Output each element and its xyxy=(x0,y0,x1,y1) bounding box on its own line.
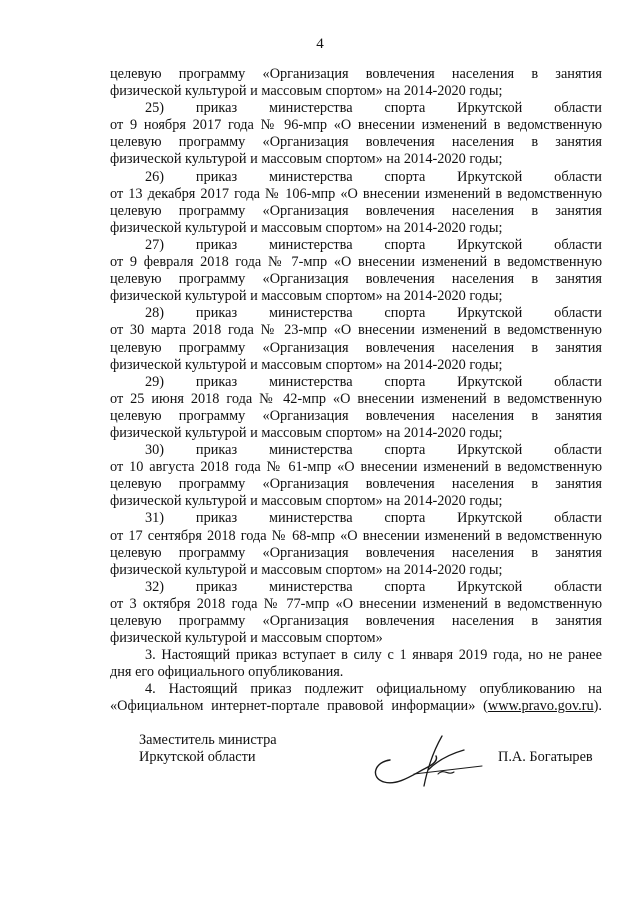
order-line: целевую программу «Организация вовлечения населения в занятия xyxy=(110,476,602,493)
clause-4-text: «Официальном интернет-портале правовой информации» ( xyxy=(110,698,488,715)
order-line: физической культурой и массовым спортом» на 2014-2020 годы; xyxy=(110,288,503,305)
order-heading-word: Иркутской xyxy=(457,236,523,253)
order-line: целевую программу «Организация вовлечения населения в занятия xyxy=(110,613,602,629)
order-line: целевую программу «Организация вовлечения населения в занятия xyxy=(110,339,602,356)
order-line: от 30 марта 2018 года № 23-мпр «О внесении изменений в ведомственную xyxy=(110,322,602,339)
clause-4-end: ). xyxy=(593,698,602,715)
order-line: от 9 ноября 2017 года № 96-мпр «О внесении изменений в ведомственную xyxy=(110,117,602,134)
order-heading-word: приказ xyxy=(195,236,238,253)
order-heading-word: министерства xyxy=(268,578,353,595)
signer-region-line: Иркутской области xyxy=(139,749,256,765)
order-line: физической культурой и массовым спортом» на 2014-2020 годы; xyxy=(110,219,503,236)
signature-position xyxy=(139,732,277,766)
order-heading-word: министерства xyxy=(268,442,353,459)
order-item xyxy=(110,305,602,373)
order-heading-word: министерства xyxy=(268,168,353,185)
order-number: 27) xyxy=(145,236,165,253)
signer-position-line: Заместитель министра xyxy=(139,732,277,748)
clause-4-line: 4. Настоящий приказ подлежит официальному опубликованию на xyxy=(145,681,602,698)
order-heading-word: спорта xyxy=(384,168,426,185)
order-heading-word: области xyxy=(554,578,602,595)
order-number: 29) xyxy=(145,373,165,390)
signer-name: П.А. Богатырев xyxy=(498,749,593,765)
order-heading-word: приказ xyxy=(195,305,238,322)
order-heading-word: области xyxy=(554,236,602,253)
order-heading-word: спорта xyxy=(384,305,426,322)
order-line: целевую программу «Организация вовлечения населения в занятия xyxy=(110,271,602,288)
order-number: 30) xyxy=(145,442,165,459)
order-heading-word: спорта xyxy=(384,442,426,459)
order-line: целевую программу «Организация вовлечения населения в занятия xyxy=(110,407,602,424)
order-item xyxy=(110,579,602,647)
order-item-heading xyxy=(110,169,602,186)
order-item xyxy=(110,442,602,510)
order-item-heading xyxy=(110,579,602,596)
order-heading-word: приказ xyxy=(195,373,238,390)
order-heading-word: министерства xyxy=(268,373,353,390)
intro-line: целевую программу «Организация вовлечения населения в занятия xyxy=(110,66,602,82)
order-item-heading xyxy=(110,374,602,391)
order-line: целевую программу «Организация вовлечения населения в занятия xyxy=(110,134,602,151)
handwritten-signature xyxy=(368,730,488,792)
order-heading-word: Иркутской xyxy=(457,305,523,322)
order-heading-word: Иркутской xyxy=(457,442,523,459)
order-heading-word: области xyxy=(554,373,602,390)
order-heading-word: приказ xyxy=(195,100,238,117)
order-heading-word: спорта xyxy=(384,510,426,527)
order-line: физической культурой и массовым спортом» xyxy=(110,630,383,647)
order-heading-word: министерства xyxy=(268,100,353,117)
clause-4 xyxy=(110,681,602,715)
order-heading-word: спорта xyxy=(384,578,426,595)
order-heading-word: спорта xyxy=(384,100,426,117)
order-number: 32) xyxy=(145,578,165,595)
order-heading-word: области xyxy=(554,510,602,527)
order-heading-word: приказ xyxy=(195,168,238,185)
order-line: от 17 сентября 2018 года № 68-мпр «О внесении изменений в ведомственную xyxy=(110,527,602,544)
document-body xyxy=(110,66,602,716)
order-heading-word: области xyxy=(554,442,602,459)
order-line: физической культурой и массовым спортом» на 2014-2020 годы; xyxy=(110,561,503,578)
order-heading-word: Иркутской xyxy=(457,373,523,390)
order-line: физической культурой и массовым спортом» на 2014-2020 годы; xyxy=(110,151,503,168)
order-line: от 13 декабря 2017 года № 106-мпр «О внесении изменений в ведомственную xyxy=(110,185,602,202)
order-heading-word: министерства xyxy=(268,305,353,322)
order-item xyxy=(110,100,602,168)
order-heading-word: спорта xyxy=(384,373,426,390)
order-line: целевую программу «Организация вовлечения населения в занятия xyxy=(110,544,602,561)
order-item xyxy=(110,169,602,237)
order-heading-word: приказ xyxy=(195,510,238,527)
order-item-heading xyxy=(110,442,602,459)
order-item-heading xyxy=(110,237,602,254)
order-number: 31) xyxy=(145,510,165,527)
order-item-heading xyxy=(110,100,602,117)
order-line: от 10 августа 2018 года № 61-мпр «О внесении изменений в ведомственную xyxy=(110,459,602,476)
order-line: от 25 июня 2018 года № 42-мпр «О внесении изменений в ведомственную xyxy=(110,390,602,407)
order-list xyxy=(110,100,602,647)
order-heading-word: министерства xyxy=(268,236,353,253)
order-line: физической культурой и массовым спортом» на 2014-2020 годы; xyxy=(110,356,503,373)
clause-3-line: 3. Настоящий приказ вступает в силу с 1 января 2019 года, но не ранее xyxy=(145,647,602,664)
order-heading-word: области xyxy=(554,168,602,185)
intro-line: физической культурой и массовым спортом» на 2014-2020 годы; xyxy=(110,83,503,100)
order-line: физической культурой и массовым спортом» на 2014-2020 годы; xyxy=(110,493,503,510)
order-heading-word: Иркутской xyxy=(457,100,523,117)
order-heading-word: области xyxy=(554,100,602,117)
order-heading-word: области xyxy=(554,305,602,322)
order-heading-word: Иркутской xyxy=(457,578,523,595)
order-line: от 9 февраля 2018 года № 7-мпр «О внесении изменений в ведомственную xyxy=(110,254,602,271)
clause-3 xyxy=(110,647,602,681)
order-item xyxy=(110,237,602,305)
order-item-heading xyxy=(110,510,602,527)
order-heading-word: министерства xyxy=(268,510,353,527)
clause-4-line xyxy=(110,698,602,715)
page-number: 4 xyxy=(316,36,324,52)
pravo-link[interactable]: www.pravo.gov.ru xyxy=(487,698,594,715)
order-line: физической культурой и массовым спортом» на 2014-2020 годы; xyxy=(110,424,503,441)
order-item xyxy=(110,510,602,578)
order-number: 26) xyxy=(145,168,165,185)
order-line: целевую программу «Организация вовлечения населения в занятия xyxy=(110,202,602,219)
order-line: от 3 октября 2018 года № 77-мпр «О внесении изменений в ведомственную xyxy=(110,595,602,612)
order-number: 28) xyxy=(145,305,165,322)
order-heading-word: Иркутской xyxy=(457,168,523,185)
intro-continuation xyxy=(110,66,602,100)
order-heading-word: приказ xyxy=(195,442,238,459)
clause-3-line: дня его официального опубликования. xyxy=(110,664,344,681)
order-heading-word: спорта xyxy=(384,236,426,253)
order-item xyxy=(110,374,602,442)
order-item-heading xyxy=(110,305,602,322)
order-number: 25) xyxy=(145,100,165,117)
order-heading-word: приказ xyxy=(195,578,238,595)
order-heading-word: Иркутской xyxy=(457,510,523,527)
